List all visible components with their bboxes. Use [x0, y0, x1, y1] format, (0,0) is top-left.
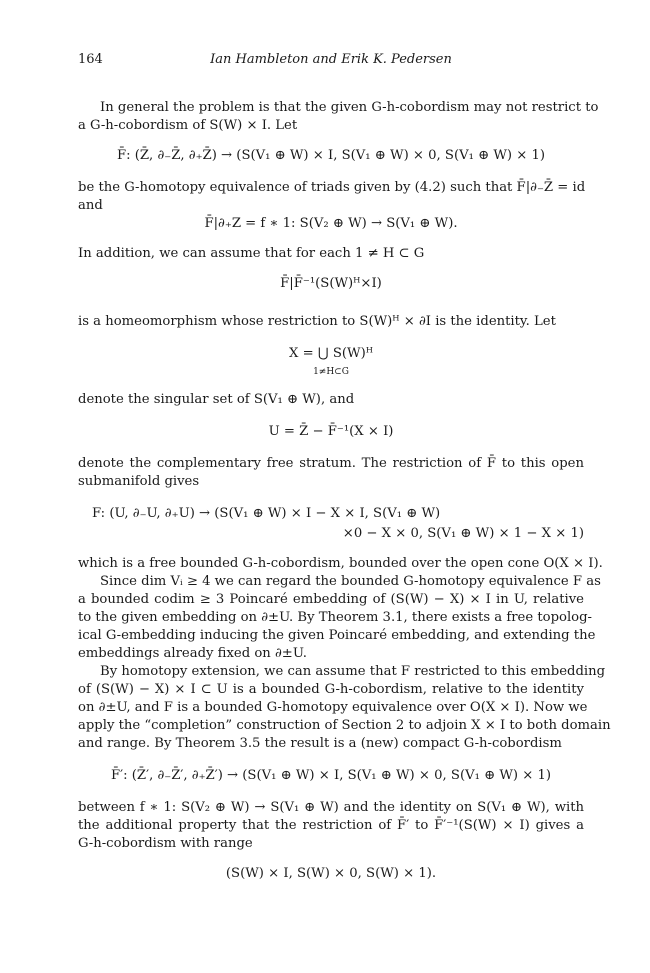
display-equation: (S(W) × I, S(W) × 0, S(W) × 1). [225, 866, 437, 881]
text-line: is a homeomorphism whose restriction to S(W)ᴴ × ∂I is the identity. Let [78, 314, 556, 329]
text-line: which is a free bounded G-h-cobordism, bounded over the open cone O(X × I). [78, 556, 603, 571]
text-line: to the given embedding on ∂±U. By Theorem 3.1, there exists a free topolog- [78, 610, 593, 625]
text-line: a G-h-cobordism of S(W) × I. Let [78, 118, 298, 133]
text-line: denote the complementary free stratum. The restriction of F̄ to this open [78, 456, 584, 471]
text-line: By homotopy extension, we can assume that F restricted to this embedding [100, 664, 606, 679]
text-line: Since dim Vᵢ ≥ 4 we can regard the bounded G-homotopy equivalence F as [100, 574, 601, 589]
display-equation: X = ⋃ S(W)ᴴ [289, 346, 373, 361]
text-line: a bounded codim ≥ 3 Poincaré embedding of (S(W) − X) × I in U, relative [78, 592, 584, 607]
text-line: G-h-cobordism with range [78, 836, 253, 851]
text-line: submanifold gives [78, 474, 200, 489]
page-header [78, 52, 584, 68]
text-line: apply the “completion” construction of Section 2 to adjoin X × I to both domain [78, 718, 611, 733]
text-line: on ∂±U, and F is a bounded G-homotopy equivalence over O(X × I). Now we [78, 700, 588, 715]
text-line: be the G-homotopy equivalence of triads given by (4.2) such that F̄|∂₋Z̄ = id [78, 180, 586, 195]
text-line: and range. By Theorem 3.5 the result is a (new) compact G-h-cobordism [78, 736, 562, 751]
text-line: In addition, we can assume that for each 1 ≠ H ⊂ G [78, 246, 425, 261]
display-equation: F̄|F̄⁻¹(S(W)ᴴ×I) [280, 276, 382, 291]
display-equation: U = Z̄ − F̄⁻¹(X × I) [268, 424, 394, 439]
text-line: denote the singular set of S(V₁ ⊕ W), and [78, 392, 355, 407]
text-line: and [78, 198, 103, 213]
text-line: the additional property that the restriction of F̄′ to F̄′⁻¹(S(W) × I) gives a [78, 818, 584, 833]
page-number: 164 [78, 52, 103, 67]
display-equation-continued: ×0 − X × 0, S(V₁ ⊕ W) × 1 − X × 1) [342, 526, 584, 541]
union-index: 1≠H⊂G [313, 367, 349, 377]
text-line: embeddings already fixed on ∂±U. [78, 646, 307, 661]
text-line: of (S(W) − X) × I ⊂ U is a bounded G-h-cobordism, relative to the identity [78, 682, 584, 697]
text-line: In general the problem is that the given G-h-cobordism may not restrict to [100, 100, 599, 115]
display-equation: F̄|∂₊Z = f ∗ 1: S(V₂ ⊕ W) → S(V₁ ⊕ W). [204, 216, 458, 231]
display-equation: F: (U, ∂₋U, ∂₊U) → (S(V₁ ⊕ W) × I − X × I, S(V₁ ⊕ W) [92, 506, 441, 521]
display-equation: F̄: (Z̄, ∂₋Z̄, ∂₊Z̄) → (S(V₁ ⊕ W) × I, S(V₁ ⊕ W) × 0, S(V₁ ⊕ W) × 1) [116, 148, 546, 163]
display-equation: F̄′: (Z̄′, ∂₋Z̄′, ∂₊Z̄′) → (S(V₁ ⊕ W) × I, S(V₁ ⊕ W) × 0, S(V₁ ⊕ W) × 1) [110, 768, 552, 783]
text-line: between f ∗ 1: S(V₂ ⊕ W) → S(V₁ ⊕ W) and the identity on S(V₁ ⊕ W), with [78, 800, 584, 815]
text-line: ical G-embedding inducing the given Poincaré embedding, and extending the [78, 628, 596, 643]
running-title: Ian Hambleton and Erik K. Pedersen [210, 52, 452, 67]
